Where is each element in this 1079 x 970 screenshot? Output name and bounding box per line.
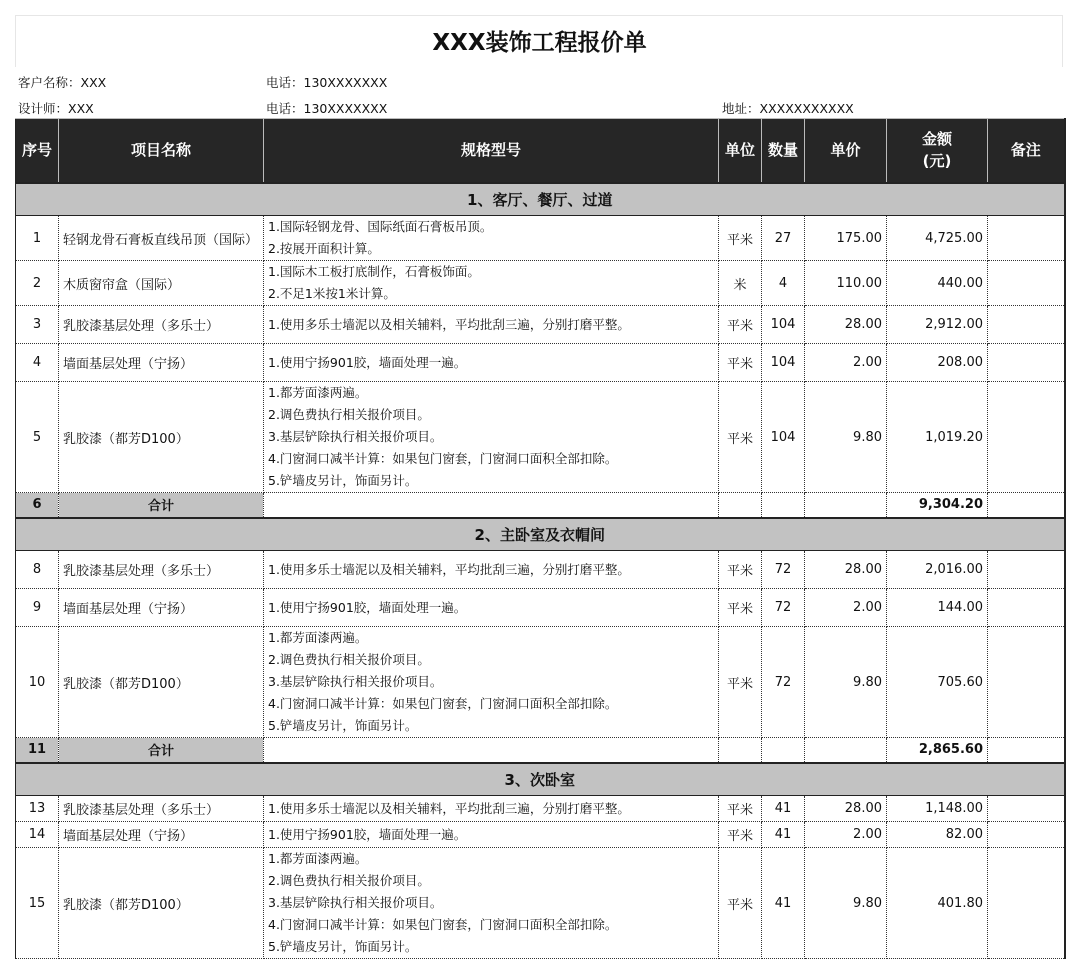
subtotal-price <box>805 493 887 518</box>
section-header <box>16 183 1065 216</box>
table-row <box>16 382 1065 493</box>
row-unit: 平米 <box>719 306 762 344</box>
row-no: 1 <box>16 216 59 261</box>
table-row <box>16 848 1065 959</box>
table-row <box>16 261 1065 306</box>
row-name: 乳胶漆基层处理（多乐士） <box>59 306 264 344</box>
row-price: 9.80 <box>805 382 887 493</box>
row-amount: 1,148.00 <box>887 796 988 822</box>
spec-line: 4.门窗洞口减半计算：如果包门窗套，门窗洞口面积全部扣除。 <box>268 451 618 466</box>
subtotal-spec <box>264 738 719 763</box>
subtotal-remark <box>988 493 1065 518</box>
table-row <box>16 216 1065 261</box>
row-no: 3 <box>16 306 59 344</box>
spec-line: 2.调色费执行相关报价项目。 <box>268 652 430 667</box>
customer-name: 客户名称：XXX <box>18 75 107 90</box>
header-name: 项目名称 <box>59 119 264 183</box>
row-no: 5 <box>16 382 59 493</box>
row-unit: 平米 <box>719 627 762 738</box>
subtotal-no: 11 <box>16 738 59 763</box>
row-no: 4 <box>16 344 59 382</box>
row-unit: 平米 <box>719 382 762 493</box>
row-qty: 104 <box>762 306 805 344</box>
row-remark <box>988 796 1065 822</box>
spec-line: 5.铲墙皮另计，饰面另计。 <box>268 473 418 488</box>
spec-line: 1.使用多乐士墙泥以及相关辅料，平均批刮三遍，分别打磨平整。 <box>268 561 630 577</box>
row-amount: 440.00 <box>887 261 988 306</box>
spec-line: 1.都芳面漆两遍。 <box>268 851 368 866</box>
row-remark <box>988 551 1065 589</box>
customer-phone: 电话：130XXXXXXX <box>266 75 388 90</box>
subtotal-spec <box>264 493 719 518</box>
row-unit: 平米 <box>719 796 762 822</box>
row-spec <box>264 382 719 493</box>
spec-line: 1.使用多乐士墙泥以及相关辅料，平均批刮三遍，分别打磨平整。 <box>268 316 630 332</box>
row-unit: 平米 <box>719 216 762 261</box>
subtotal-price <box>805 738 887 763</box>
row-price: 110.00 <box>805 261 887 306</box>
address: 地址：XXXXXXXXXXX <box>722 101 854 116</box>
row-amount: 144.00 <box>887 589 988 627</box>
page-title: XXX装饰工程报价单 <box>432 30 647 56</box>
row-remark <box>988 627 1065 738</box>
row-price: 2.00 <box>805 344 887 382</box>
row-name: 木质窗帘盒（国际） <box>59 261 264 306</box>
row-no: 15 <box>16 848 59 959</box>
row-price: 175.00 <box>805 216 887 261</box>
row-remark <box>988 848 1065 959</box>
row-price: 28.00 <box>805 551 887 589</box>
row-qty: 72 <box>762 589 805 627</box>
header-spec: 规格型号 <box>264 119 719 183</box>
row-name: 乳胶漆基层处理（多乐士） <box>59 796 264 822</box>
spec-line: 3.基层铲除执行相关报价项目。 <box>268 895 443 910</box>
row-amount: 1,019.20 <box>887 382 988 493</box>
row-name: 墙面基层处理（宁扬） <box>59 344 264 382</box>
subtotal-label: 合计 <box>59 738 264 763</box>
spec-line: 4.门窗洞口减半计算：如果包门窗套，门窗洞口面积全部扣除。 <box>268 696 618 711</box>
row-spec <box>264 848 719 959</box>
row-price: 2.00 <box>805 589 887 627</box>
row-spec <box>264 822 719 848</box>
subtotal-unit <box>719 738 762 763</box>
row-spec <box>264 216 719 261</box>
table-row <box>16 306 1065 344</box>
table-row <box>16 589 1065 627</box>
row-price: 2.00 <box>805 822 887 848</box>
section-title: 3、次卧室 <box>16 763 1065 796</box>
subtotal-label: 合计 <box>59 493 264 518</box>
row-qty: 41 <box>762 848 805 959</box>
spec-line: 2.调色费执行相关报价项目。 <box>268 407 430 422</box>
spec-line: 3.基层铲除执行相关报价项目。 <box>268 429 443 444</box>
row-remark <box>988 822 1065 848</box>
row-qty: 72 <box>762 627 805 738</box>
row-remark <box>988 261 1065 306</box>
header-remark: 备注 <box>988 119 1065 183</box>
section-title: 2、主卧室及衣帽间 <box>16 518 1065 551</box>
spec-line: 2.调色费执行相关报价项目。 <box>268 873 430 888</box>
spec-line: 5.铲墙皮另计，饰面另计。 <box>268 939 418 954</box>
row-qty: 41 <box>762 796 805 822</box>
subtotal-unit <box>719 493 762 518</box>
row-unit: 平米 <box>719 848 762 959</box>
row-no: 10 <box>16 627 59 738</box>
row-name: 乳胶漆（都芳D100） <box>59 848 264 959</box>
row-name: 乳胶漆基层处理（多乐士） <box>59 551 264 589</box>
row-name: 乳胶漆（都芳D100） <box>59 382 264 493</box>
spec-line: 1.使用宁扬901胶，墙面处理一遍。 <box>268 354 467 370</box>
row-price: 9.80 <box>805 627 887 738</box>
row-spec <box>264 261 719 306</box>
row-spec <box>264 551 719 589</box>
row-spec <box>264 589 719 627</box>
table-row <box>16 822 1065 848</box>
spec-line: 1.使用宁扬901胶，墙面处理一遍。 <box>268 599 467 615</box>
spec-line: 1.国际木工板打底制作，石膏板饰面。 <box>268 264 480 279</box>
section-header <box>16 763 1065 796</box>
row-no: 2 <box>16 261 59 306</box>
header-unit: 单位 <box>719 119 762 183</box>
header-no: 序号 <box>16 119 59 183</box>
row-amount: 82.00 <box>887 822 988 848</box>
spec-line: 2.不足1米按1米计算。 <box>268 286 396 301</box>
subtotal-row <box>16 738 1065 763</box>
designer-phone: 电话：130XXXXXXX <box>266 101 388 116</box>
row-unit: 平米 <box>719 822 762 848</box>
spec-line: 2.按展开面积计算。 <box>268 241 380 256</box>
row-qty: 72 <box>762 551 805 589</box>
row-unit: 米 <box>719 261 762 306</box>
spec-line: 4.门窗洞口减半计算：如果包门窗套，门窗洞口面积全部扣除。 <box>268 917 618 932</box>
row-remark <box>988 344 1065 382</box>
row-name: 乳胶漆（都芳D100） <box>59 627 264 738</box>
row-amount: 208.00 <box>887 344 988 382</box>
row-unit: 平米 <box>719 551 762 589</box>
row-spec <box>264 306 719 344</box>
row-remark <box>988 306 1065 344</box>
row-amount: 2,912.00 <box>887 306 988 344</box>
subtotal-amount: 2,865.60 <box>887 738 988 763</box>
row-qty: 27 <box>762 216 805 261</box>
row-name: 轻钢龙骨石膏板直线吊顶（国际） <box>59 216 264 261</box>
spec-line: 1.都芳面漆两遍。 <box>268 385 368 400</box>
section-header <box>16 518 1065 551</box>
row-spec <box>264 627 719 738</box>
row-qty: 104 <box>762 382 805 493</box>
row-no: 8 <box>16 551 59 589</box>
spec-line: 1.都芳面漆两遍。 <box>268 630 368 645</box>
section-title: 1、客厅、餐厅、过道 <box>16 183 1065 216</box>
subtotal-amount: 9,304.20 <box>887 493 988 518</box>
header-amount-line1: 金额 <box>921 130 952 149</box>
row-no: 13 <box>16 796 59 822</box>
subtotal-qty <box>762 493 805 518</box>
spec-line: 1.使用宁扬901胶，墙面处理一遍。 <box>268 826 467 842</box>
header-row <box>16 119 1065 183</box>
row-name: 墙面基层处理（宁扬） <box>59 589 264 627</box>
header-amount <box>887 119 988 183</box>
row-amount: 2,016.00 <box>887 551 988 589</box>
subtotal-row <box>16 493 1065 518</box>
quote-table <box>15 118 1066 959</box>
row-amount: 401.80 <box>887 848 988 959</box>
row-no: 9 <box>16 589 59 627</box>
row-price: 28.00 <box>805 306 887 344</box>
row-qty: 104 <box>762 344 805 382</box>
subtotal-remark <box>988 738 1065 763</box>
row-qty: 4 <box>762 261 805 306</box>
header-amount-line2: (元) <box>922 152 952 171</box>
row-amount: 4,725.00 <box>887 216 988 261</box>
table-row <box>16 627 1065 738</box>
designer-name: 设计师：XXX <box>18 101 94 116</box>
row-amount: 705.60 <box>887 627 988 738</box>
spec-line: 1.国际轻钢龙骨、国际纸面石膏板吊顶。 <box>268 219 493 234</box>
subtotal-qty <box>762 738 805 763</box>
subtotal-no: 6 <box>16 493 59 518</box>
row-remark <box>988 589 1065 627</box>
spec-line: 1.使用多乐士墙泥以及相关辅料，平均批刮三遍，分别打磨平整。 <box>268 800 630 816</box>
row-name: 墙面基层处理（宁扬） <box>59 822 264 848</box>
row-spec <box>264 344 719 382</box>
table-row <box>16 796 1065 822</box>
table-row <box>16 344 1065 382</box>
row-unit: 平米 <box>719 589 762 627</box>
spec-line: 3.基层铲除执行相关报价项目。 <box>268 674 443 689</box>
row-remark <box>988 216 1065 261</box>
row-spec <box>264 796 719 822</box>
row-price: 9.80 <box>805 848 887 959</box>
spec-line: 5.铲墙皮另计，饰面另计。 <box>268 718 418 733</box>
row-unit: 平米 <box>719 344 762 382</box>
row-price: 28.00 <box>805 796 887 822</box>
row-qty: 41 <box>762 822 805 848</box>
row-no: 14 <box>16 822 59 848</box>
header-price: 单价 <box>805 119 887 183</box>
header-qty: 数量 <box>762 119 805 183</box>
row-remark <box>988 382 1065 493</box>
table-row <box>16 551 1065 589</box>
